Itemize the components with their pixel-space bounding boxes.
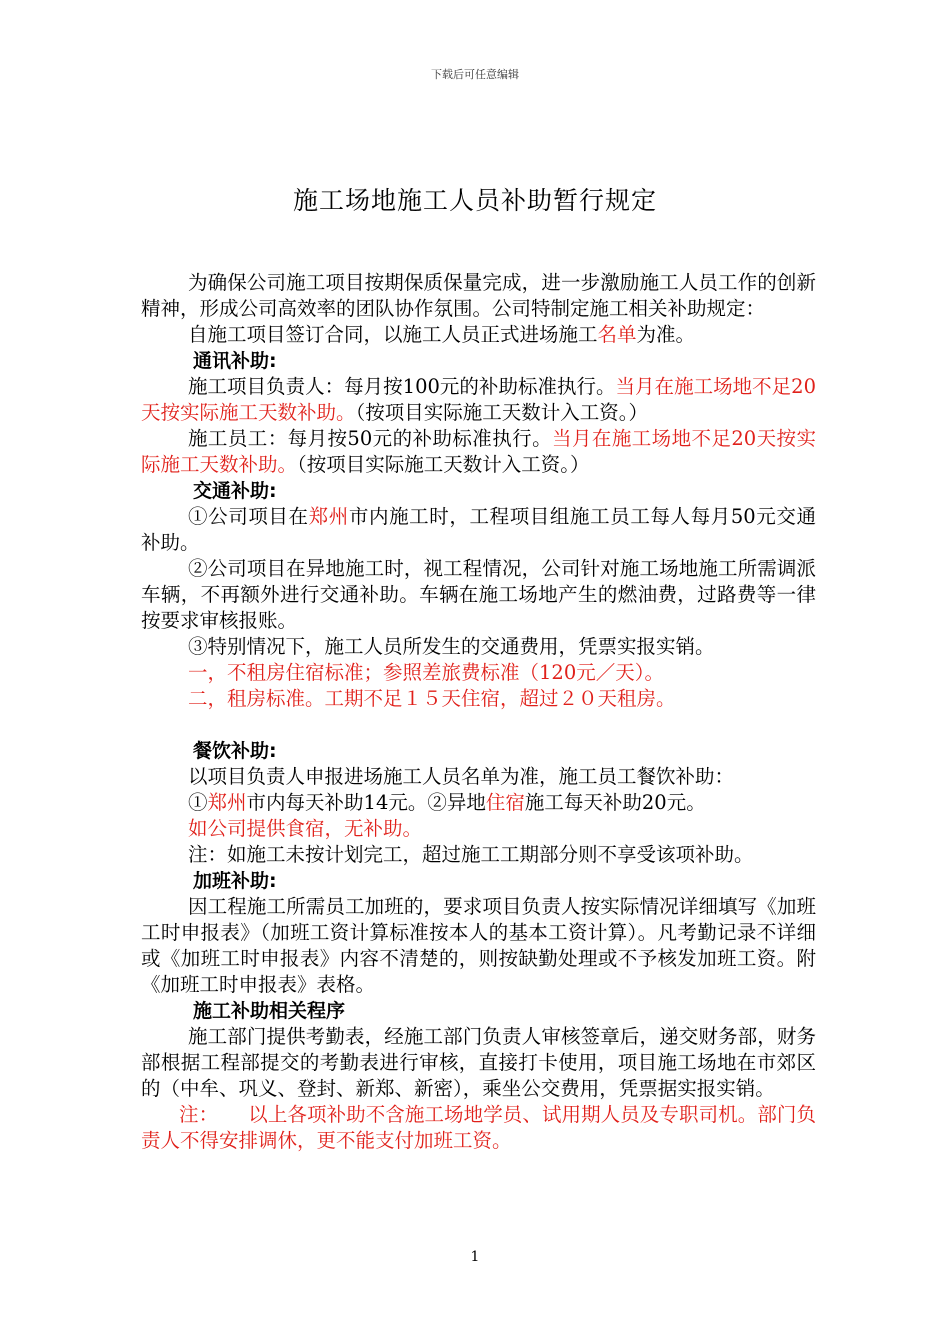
basis-text: 自施工项目签订合同，以施工人员正式进场施工 bbox=[188, 323, 598, 346]
basis-text-end: 为准。 bbox=[636, 323, 696, 346]
overtime-paragraph: 因工程施工所需员工加班的，要求项目负责人按实际情况详细填写《加班工时申报表》（加班工资计算标准按本人的基本工资计算）。凡考勤记录不详细或《加班工时申报表》内容不清楚的，则按缺勤处理或不予核发加班工资。附《加班工时申报表》表格。 bbox=[141, 895, 816, 996]
traffic-item-1-c: 市内施工时，工程项目组施工员工每人每月50元交通补助。 bbox=[141, 505, 816, 554]
comm-leader-paragraph bbox=[141, 374, 816, 426]
basis-paragraph bbox=[141, 322, 816, 348]
comm-leader-note: （按项目实际施工天数计入工资。） bbox=[355, 401, 649, 424]
traffic-item-1 bbox=[141, 504, 816, 556]
comm-leader-text: 施工项目负责人：每月按100元的补助标准执行。 bbox=[188, 375, 616, 398]
meal-line-2-a: ① bbox=[188, 791, 208, 814]
meal-line-1: 以项目负责人申报进场施工人员名单为准，施工员工餐饮补助： bbox=[188, 765, 735, 788]
meal-line-2 bbox=[141, 790, 816, 816]
intro-paragraph: 为确保公司施工项目按期保质保量完成，进一步激励施工人员工作的创新精神，形成公司高效率的团队协作氛围。公司特制定施工相关补助规定： bbox=[141, 271, 816, 320]
meal-line-2-lodging: 住宿 bbox=[485, 791, 525, 814]
comm-heading: 通讯补助: bbox=[193, 350, 277, 372]
traffic-rule-2: 二，租房标准。工期不足１５天住宿，超过２０天租房。 bbox=[188, 687, 676, 710]
meal-red-line: 如公司提供食宿，无补助。 bbox=[188, 817, 423, 840]
meal-line-2-c: 市内每天补助14元。②异地 bbox=[246, 791, 486, 814]
final-note bbox=[141, 1102, 816, 1154]
meal-line-2-city: 郑州 bbox=[207, 791, 247, 814]
traffic-rule-1: 一，不租房住宿标准；参照差旅费标准（120元／天）。 bbox=[188, 661, 664, 684]
comm-staff-note: （按项目实际施工天数计入工资。） bbox=[297, 453, 590, 476]
traffic-item-1-a: ①公司项目在 bbox=[188, 505, 309, 528]
final-note-label: 注： bbox=[179, 1103, 219, 1126]
meal-note: 注：如施工未按计划完工，超过施工工期部分则不享受该项补助。 bbox=[188, 843, 754, 866]
traffic-item-2: ②公司项目在异地施工时，视工程情况，公司针对施工场地施工所需调派车辆，不再额外进行交通补助。车辆在施工场地产生的燃油费，过路费等一律按要求审核报账。 bbox=[141, 557, 816, 632]
traffic-item-3: ③特别情况下，施工人员所发生的交通费用，凭票实报实销。 bbox=[188, 635, 715, 658]
basis-highlight: 名单 bbox=[597, 323, 637, 346]
comm-leader-red: 当月在施工场地不足20天按实际施工天数补助。 bbox=[141, 375, 816, 424]
document-title: 施工场地施工人员补助暂行规定 bbox=[292, 186, 657, 215]
page-header: 下载后可任意编辑 bbox=[431, 68, 519, 81]
comm-staff-text: 施工员工：每月按50元的补助标准执行。 bbox=[188, 427, 553, 450]
traffic-item-1-city: 郑州 bbox=[308, 505, 349, 528]
meal-line-2-e: 施工每天补助20元。 bbox=[524, 791, 706, 814]
meal-heading: 餐饮补助: bbox=[193, 740, 277, 762]
document-body bbox=[141, 270, 816, 1154]
overtime-heading: 加班补助: bbox=[193, 870, 277, 892]
final-note-text: 以上各项补助不含施工场地学员、试用期人员及专职司机。部门负责人不得安排调休，更不能支付加班工资。 bbox=[141, 1103, 816, 1152]
page-number: 1 bbox=[470, 1249, 480, 1265]
procedure-paragraph: 施工部门提供考勤表，经施工部门负责人审核签章后，递交财务部，财务部根据工程部提交的考勤表进行审核，直接打卡使用，项目施工场地在市郊区的（中牟、巩义、登封、新郑、新密），乘坐公交费用，凭票据实报实销。 bbox=[141, 1025, 816, 1100]
spacer bbox=[141, 712, 816, 738]
comm-staff-red: 当月在施工场地不足20天按实际施工天数补助。 bbox=[141, 427, 816, 476]
traffic-heading: 交通补助: bbox=[193, 480, 277, 502]
procedure-heading: 施工补助相关程序 bbox=[193, 1000, 346, 1022]
comm-staff-paragraph bbox=[141, 426, 816, 478]
